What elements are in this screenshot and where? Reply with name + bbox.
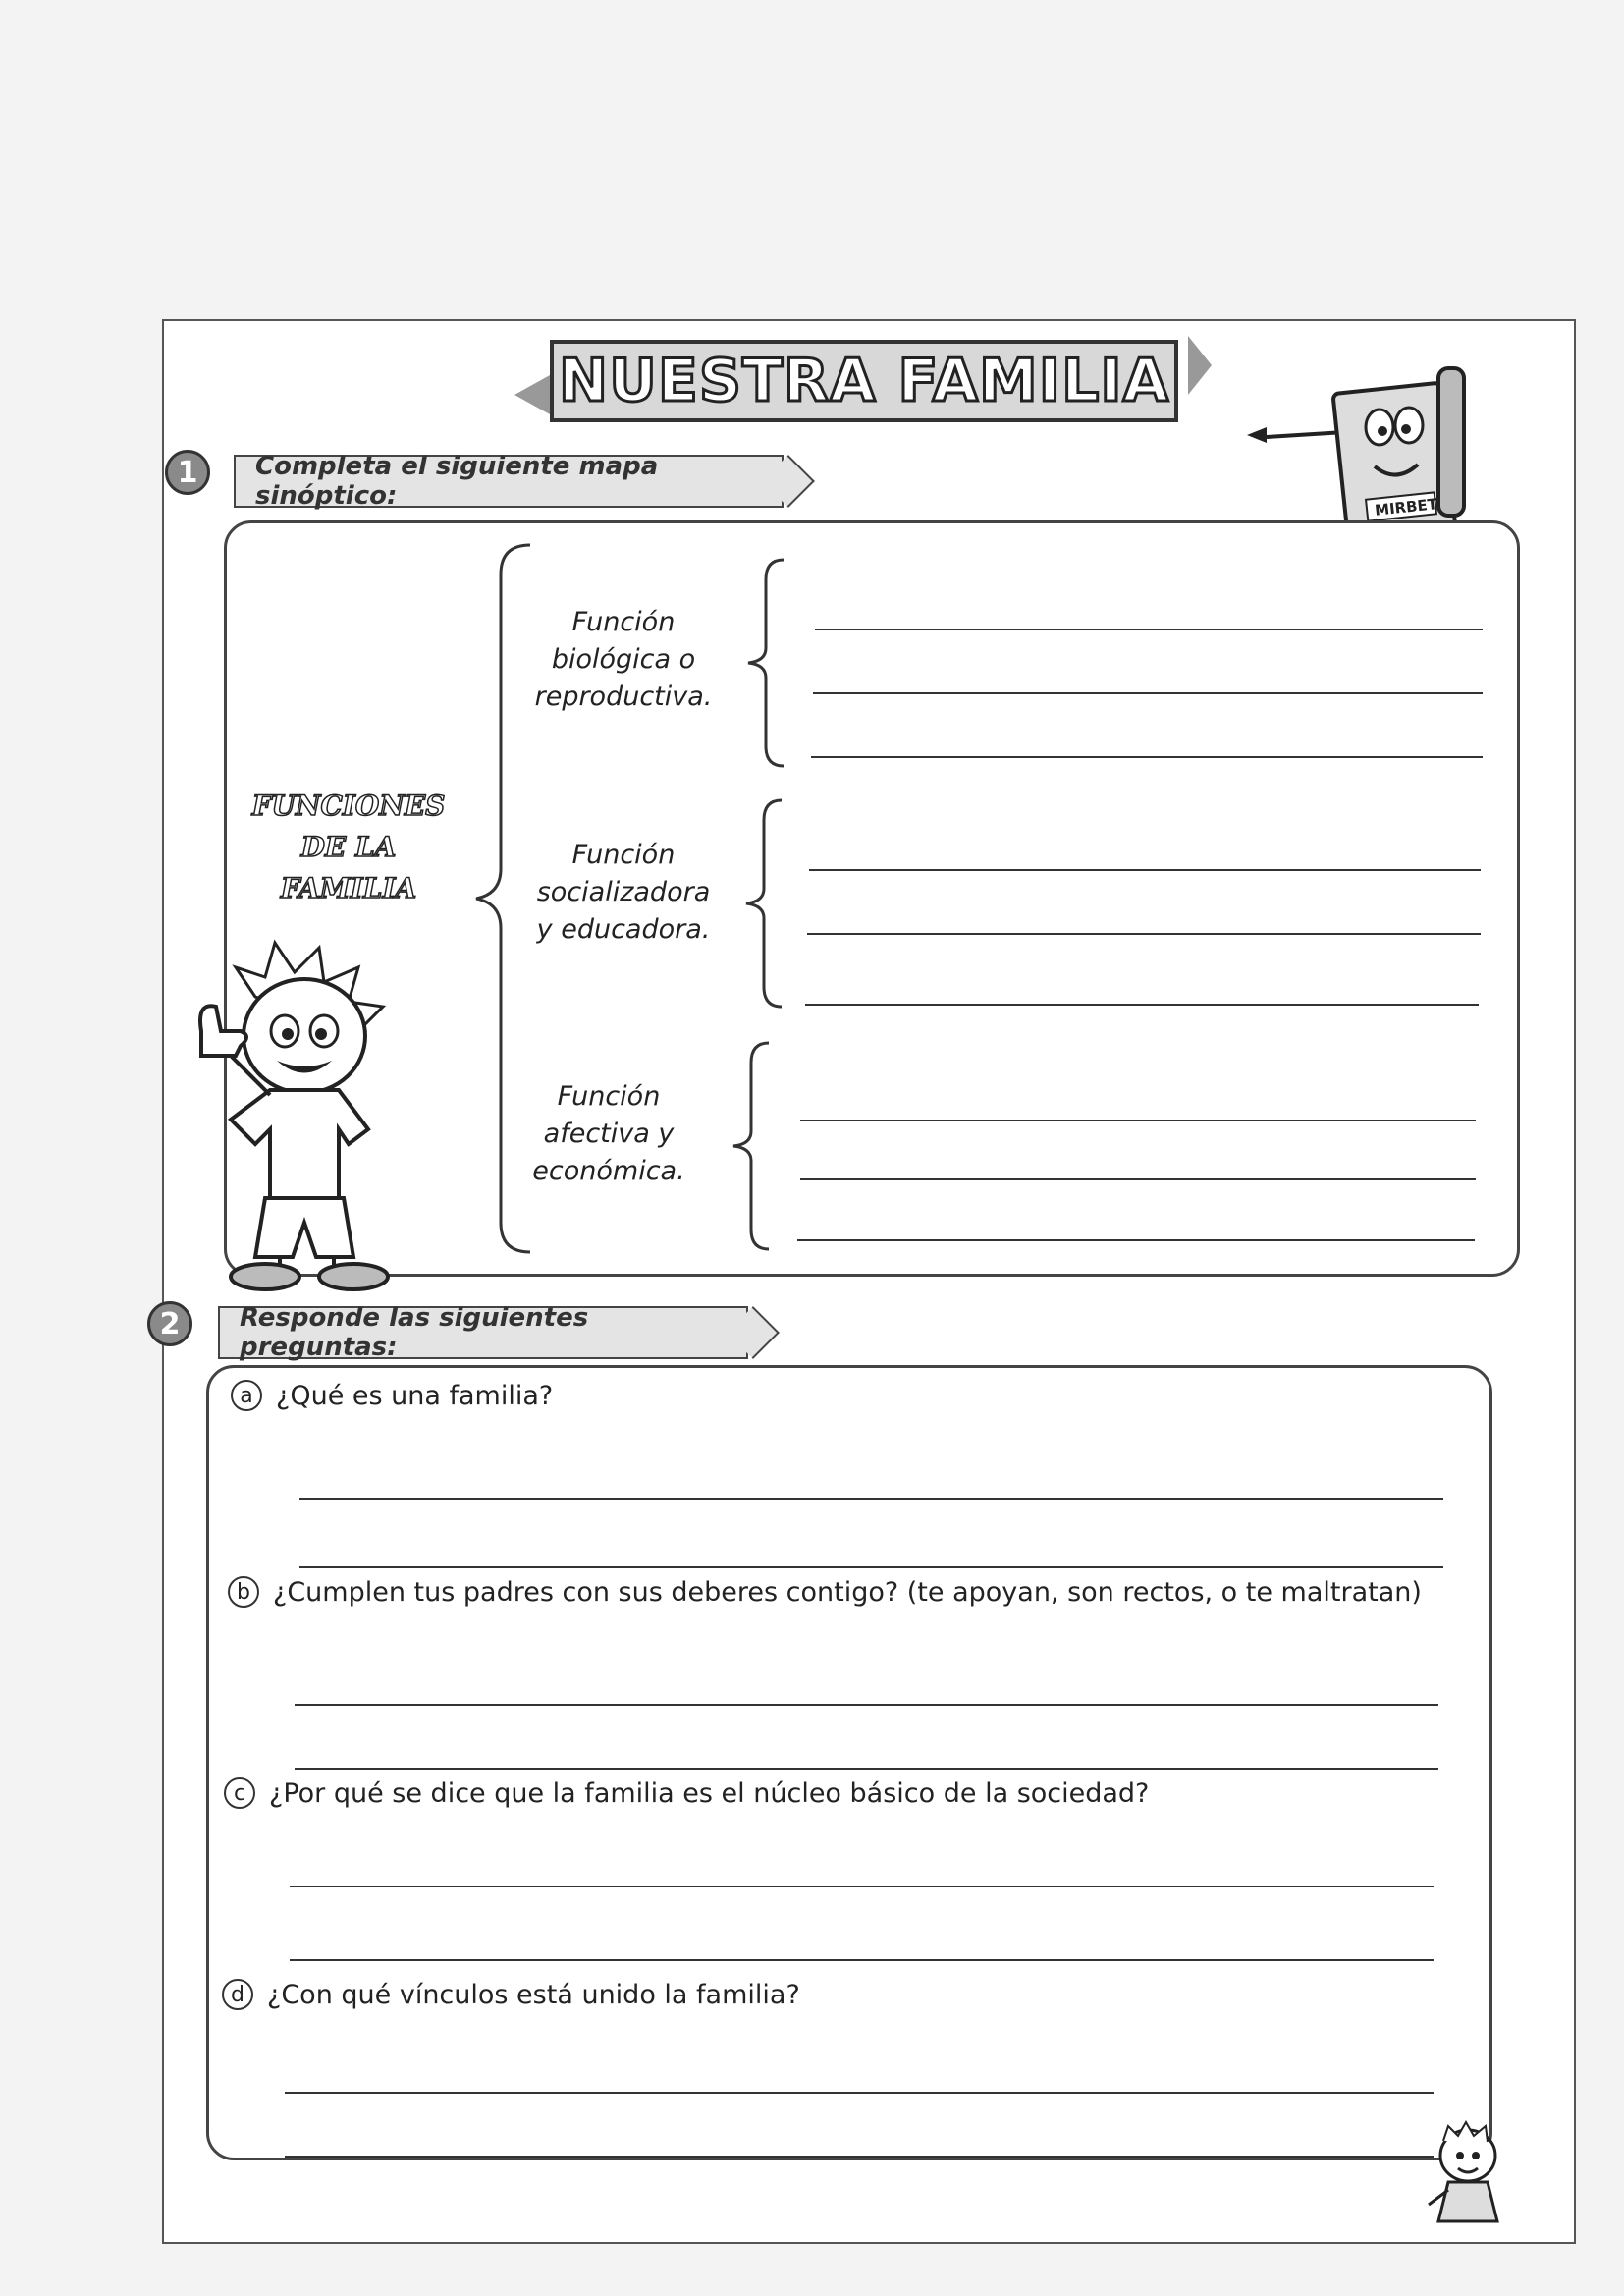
main-label-line-2: DE LA <box>300 831 397 863</box>
section-2-instruction: Responde las siguientes preguntas: <box>218 1306 748 1359</box>
title-banner <box>550 334 1188 432</box>
question-letter: b <box>228 1576 259 1608</box>
main-concept-label <box>250 786 447 909</box>
question-c <box>224 1777 1149 1809</box>
function-socializadora <box>525 837 722 949</box>
question-text: ¿Por qué se dice que la familia es el núcleo básico de la sociedad? <box>269 1777 1150 1809</box>
small-boy-illustration <box>1424 2121 1512 2229</box>
answer-line[interactable] <box>285 2092 1434 2094</box>
answer-line[interactable] <box>813 692 1483 694</box>
function-1-line-3: reproductiva. <box>534 682 713 712</box>
questions-box <box>206 1365 1492 2160</box>
question-text: ¿Qué es una familia? <box>276 1380 554 1411</box>
main-label-line-1: FUNCIONES <box>251 790 446 822</box>
section-1-number: 1 <box>165 450 210 495</box>
answer-line[interactable] <box>809 869 1481 871</box>
answer-line[interactable] <box>295 1768 1438 1770</box>
answer-line[interactable] <box>295 1704 1438 1706</box>
banner-flap-right <box>1188 336 1212 395</box>
boy-thumbs-up-illustration <box>187 938 461 1291</box>
function-2-line-1: Función <box>571 840 676 870</box>
function-afectiva <box>511 1078 707 1190</box>
function-1-line-1: Función <box>571 607 676 637</box>
question-a <box>231 1380 553 1411</box>
function-3-line-2: afectiva y <box>543 1119 675 1149</box>
function-3-line-3: económica. <box>532 1156 685 1186</box>
banner-flap-left <box>514 375 550 414</box>
brace-3 <box>731 1043 771 1249</box>
function-3-line-1: Función <box>557 1081 661 1112</box>
question-text: ¿Con qué vínculos está unido la familia? <box>267 1979 800 2010</box>
section-2-number: 2 <box>147 1301 192 1346</box>
main-label-line-3: FAMILIA <box>280 872 417 904</box>
answer-line[interactable] <box>800 1120 1476 1121</box>
question-text: ¿Cumplen tus padres con sus deberes contigo? (te apoyan, son rectos, o te maltratan) <box>273 1576 1422 1608</box>
answer-line[interactable] <box>800 1178 1476 1180</box>
brace-2 <box>744 800 784 1007</box>
answer-line[interactable] <box>290 1959 1434 1961</box>
answer-line[interactable] <box>807 933 1481 935</box>
answer-line[interactable] <box>805 1004 1479 1006</box>
function-biologica <box>525 604 722 716</box>
question-b <box>228 1576 1422 1608</box>
section-1-instruction: Completa el siguiente mapa sinóptico: <box>234 455 784 508</box>
answer-line[interactable] <box>797 1239 1475 1241</box>
question-letter: d <box>222 1979 253 2010</box>
answer-line[interactable] <box>815 629 1483 630</box>
answer-line[interactable] <box>299 1566 1443 1568</box>
answer-line[interactable] <box>290 1886 1434 1887</box>
function-2-line-3: y educadora. <box>536 914 711 945</box>
question-letter: c <box>224 1777 255 1809</box>
question-d <box>222 1979 800 2010</box>
mascot-sign-text: MIRBET <box>1374 495 1438 519</box>
answer-line[interactable] <box>285 2156 1434 2158</box>
function-1-line-2: biológica o <box>551 644 696 675</box>
function-2-line-2: socializadora <box>536 877 711 907</box>
question-letter: a <box>231 1380 262 1411</box>
page-title: NUESTRA FAMILIA <box>550 340 1178 422</box>
answer-line[interactable] <box>299 1498 1443 1500</box>
answer-line[interactable] <box>811 756 1483 758</box>
brace-1 <box>746 560 785 766</box>
